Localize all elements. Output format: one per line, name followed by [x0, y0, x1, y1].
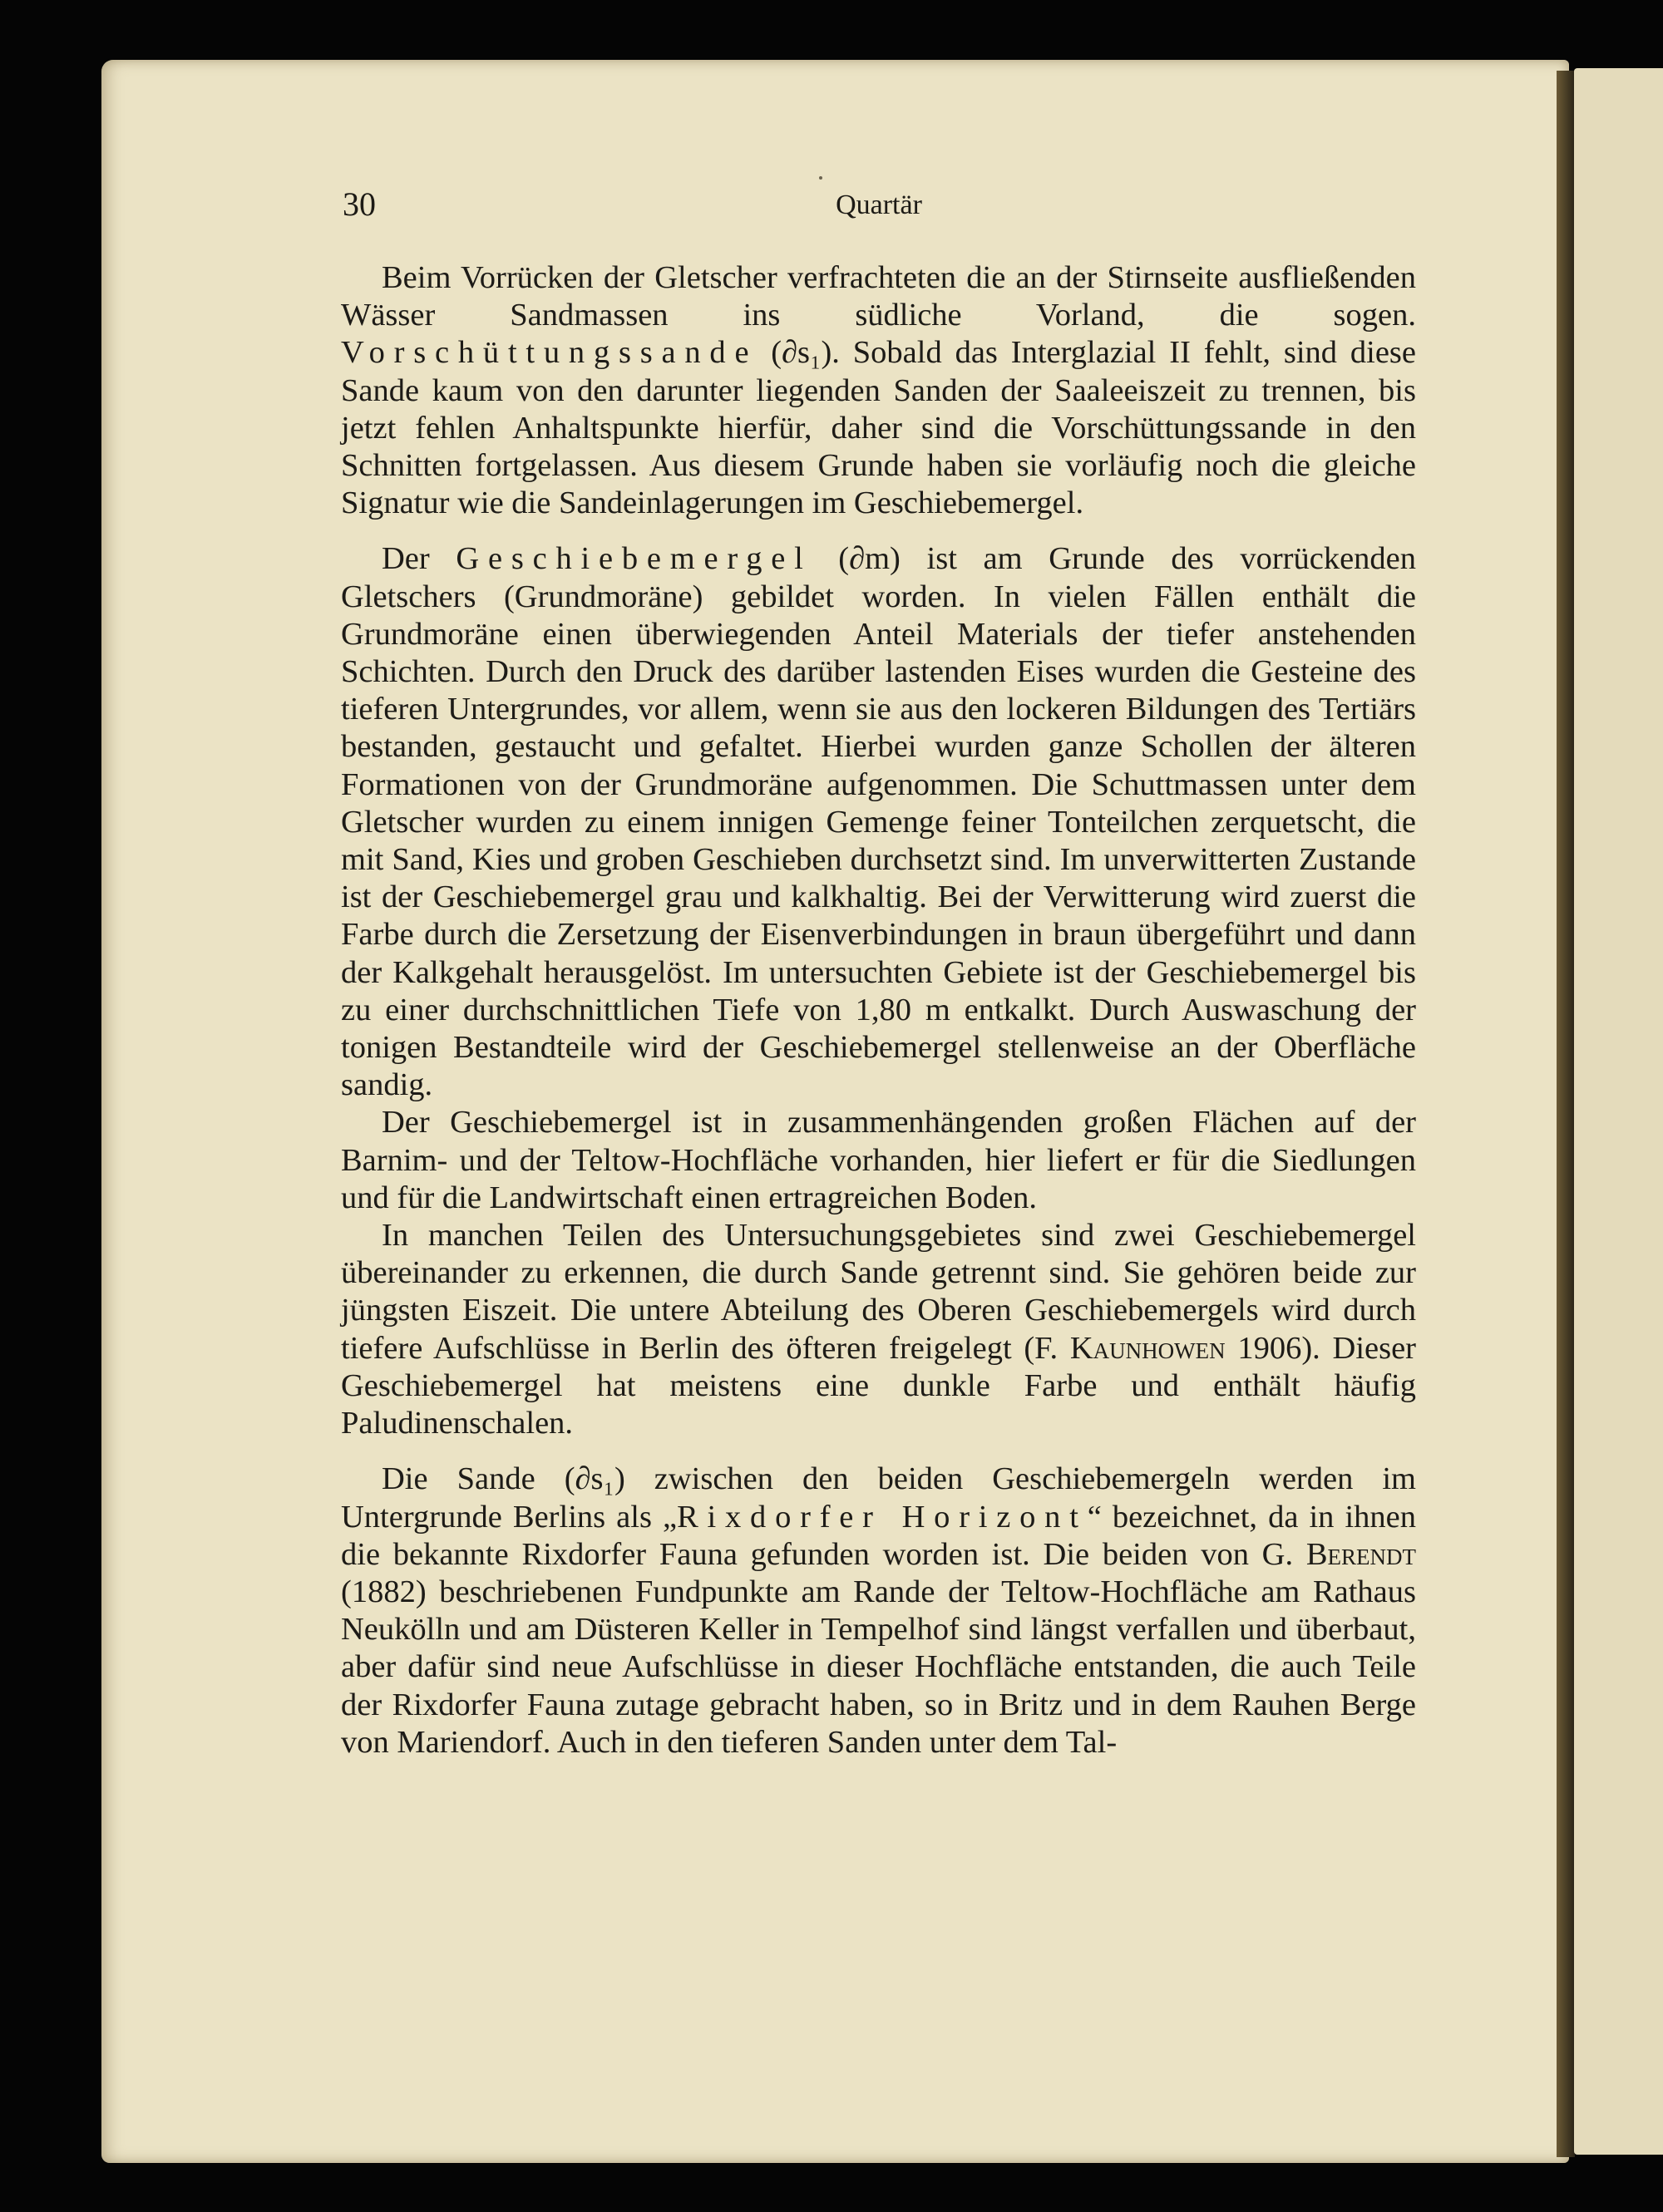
paragraph-zwei-geschiebemergel — [341, 1217, 1416, 1442]
paragraph-verbreitung: Der Geschiebemergel ist in zusammenhängenden großen Flächen auf der Barnim- und der Teltow-Hochfläche vorhanden, hier liefert er für die Siedlungen und für die Landwirtschaft einen ertragreichen Boden. — [341, 1105, 1416, 1215]
text-run: (1882) beschriebenen Fundpunkte am Rande der Teltow-Hochfläche am Rathaus Neukölln und am Düsteren Keller in Tempelhof sind längst verfallen und überbaut, aber dafür sind neue Aufschlüsse in dieser Hochfläche entstanden, die auch Teile der Rixdorfer Fauna zutage gebracht haben, so in Britz und in dem Rauhen Berge von Mariendorf. Auch in den tieferen Sanden unter dem Tal- — [341, 1574, 1416, 1760]
body-text — [341, 259, 1416, 1761]
author-kaunhowen: Kaunhowen — [1069, 1330, 1226, 1366]
text-run: Die Sande (∂s₁) zwischen den beiden Geschiebemergeln werden im Untergrunde Berlins als „ — [341, 1461, 1416, 1535]
term-vorschuettungssande: Vorschüttungssande — [341, 335, 758, 371]
text-run: Der — [382, 541, 456, 577]
author-berendt: Berendt — [1305, 1536, 1416, 1572]
paper-speck — [819, 176, 822, 180]
text-run: 1906). Dieser Geschiebemergel hat meistens eine dunkle Farbe und enthält häufig Paludinenschalen. — [341, 1330, 1416, 1441]
text-run: (∂m) ist am Grunde des vorrückenden Gletschers (Grundmoräne) gebildet worden. In vielen Fällen enthält die Grundmoräne einen überwiegenden Anteil Materials der tiefer anstehenden Schichten. Durch den Druck des darüber lastenden Eises wurden die Gesteine des tieferen Untergrundes, vor allem, wenn sie aus den lockeren Bildungen des Tertiärs bestanden, gestaucht und gefaltet. Hierbei wurden ganze Schollen der älteren Formationen von der Grundmoräne aufgenommen. Die Schuttmassen unter dem Gletscher wurden zu einem innigen Gemenge feiner Tonteilchen zerquetscht, die mit Sand, Kies und groben Geschieben durchsetzt sind. Im unverwitterten Zustande ist der Geschiebemergel grau und kalkhaltig. Bei der Verwitterung wird zuerst die Farbe durch die Zersetzung der Eisenverbindungen in braun übergeführt und dann der Kalkgehalt herausgelöst. Im untersuchten Gebiete ist der Geschiebemergel bis zu einer durchschnittlichen Tiefe von 1,80 m entkalkt. Durch Auswaschung der tonigen Bestandteile wird der Geschiebemergel stellenweise an der Oberfläche sandig. — [341, 541, 1416, 1103]
text-run: (∂s₁). Sobald das Interglazial II fehlt, sind diese Sande kaum von den darunter liegenden Sanden der Saaleeiszeit zu trennen, bis jetzt fehlen Anhaltspunkte hierfür, daher sind die Vorschüttungssande in den Schnitten fortgelassen. Aus diesem Grunde haben sie vorläufig noch die gleiche Signatur wie die Sandeinlagerungen im Geschiebemergel. — [341, 335, 1416, 521]
text-run: In manchen Teilen des Untersuchungsgebietes sind zwei Geschiebemergel übereinander zu erkennen, die durch Sande getrennt sind. Sie gehören beide zur jüngsten Eiszeit. Die untere Abteilung des Oberen Geschiebemergels wird durch tiefere Aufschlüsse in Berlin des öfteren freigelegt (F. — [341, 1218, 1416, 1366]
text-run: Beim Vorrücken der Gletscher verfrachteten die an der Stirnseite ausfließenden Wässer Sandmassen ins südliche Vorland, die sogen. — [341, 260, 1416, 333]
paragraph-vorschuettungssande — [341, 259, 1416, 522]
facing-page-edge — [1574, 68, 1663, 2155]
book-gutter — [1557, 71, 1575, 2157]
text-run: “ bezeichnet, da in ihnen die bekannte Rixdorfer Fauna gefunden worden ist. Die beiden von G. — [341, 1499, 1416, 1572]
term-rixdorfer-horizont: Rixdorfer Horizont — [677, 1499, 1088, 1535]
term-geschiebemergel: Geschiebemergel — [456, 541, 812, 577]
page-header — [343, 185, 1415, 234]
page-number: 30 — [343, 185, 376, 223]
running-title: Quartär — [836, 190, 922, 220]
paragraph-rixdorfer-horizont — [341, 1461, 1416, 1761]
paragraph-geschiebemergel — [341, 540, 1416, 1104]
